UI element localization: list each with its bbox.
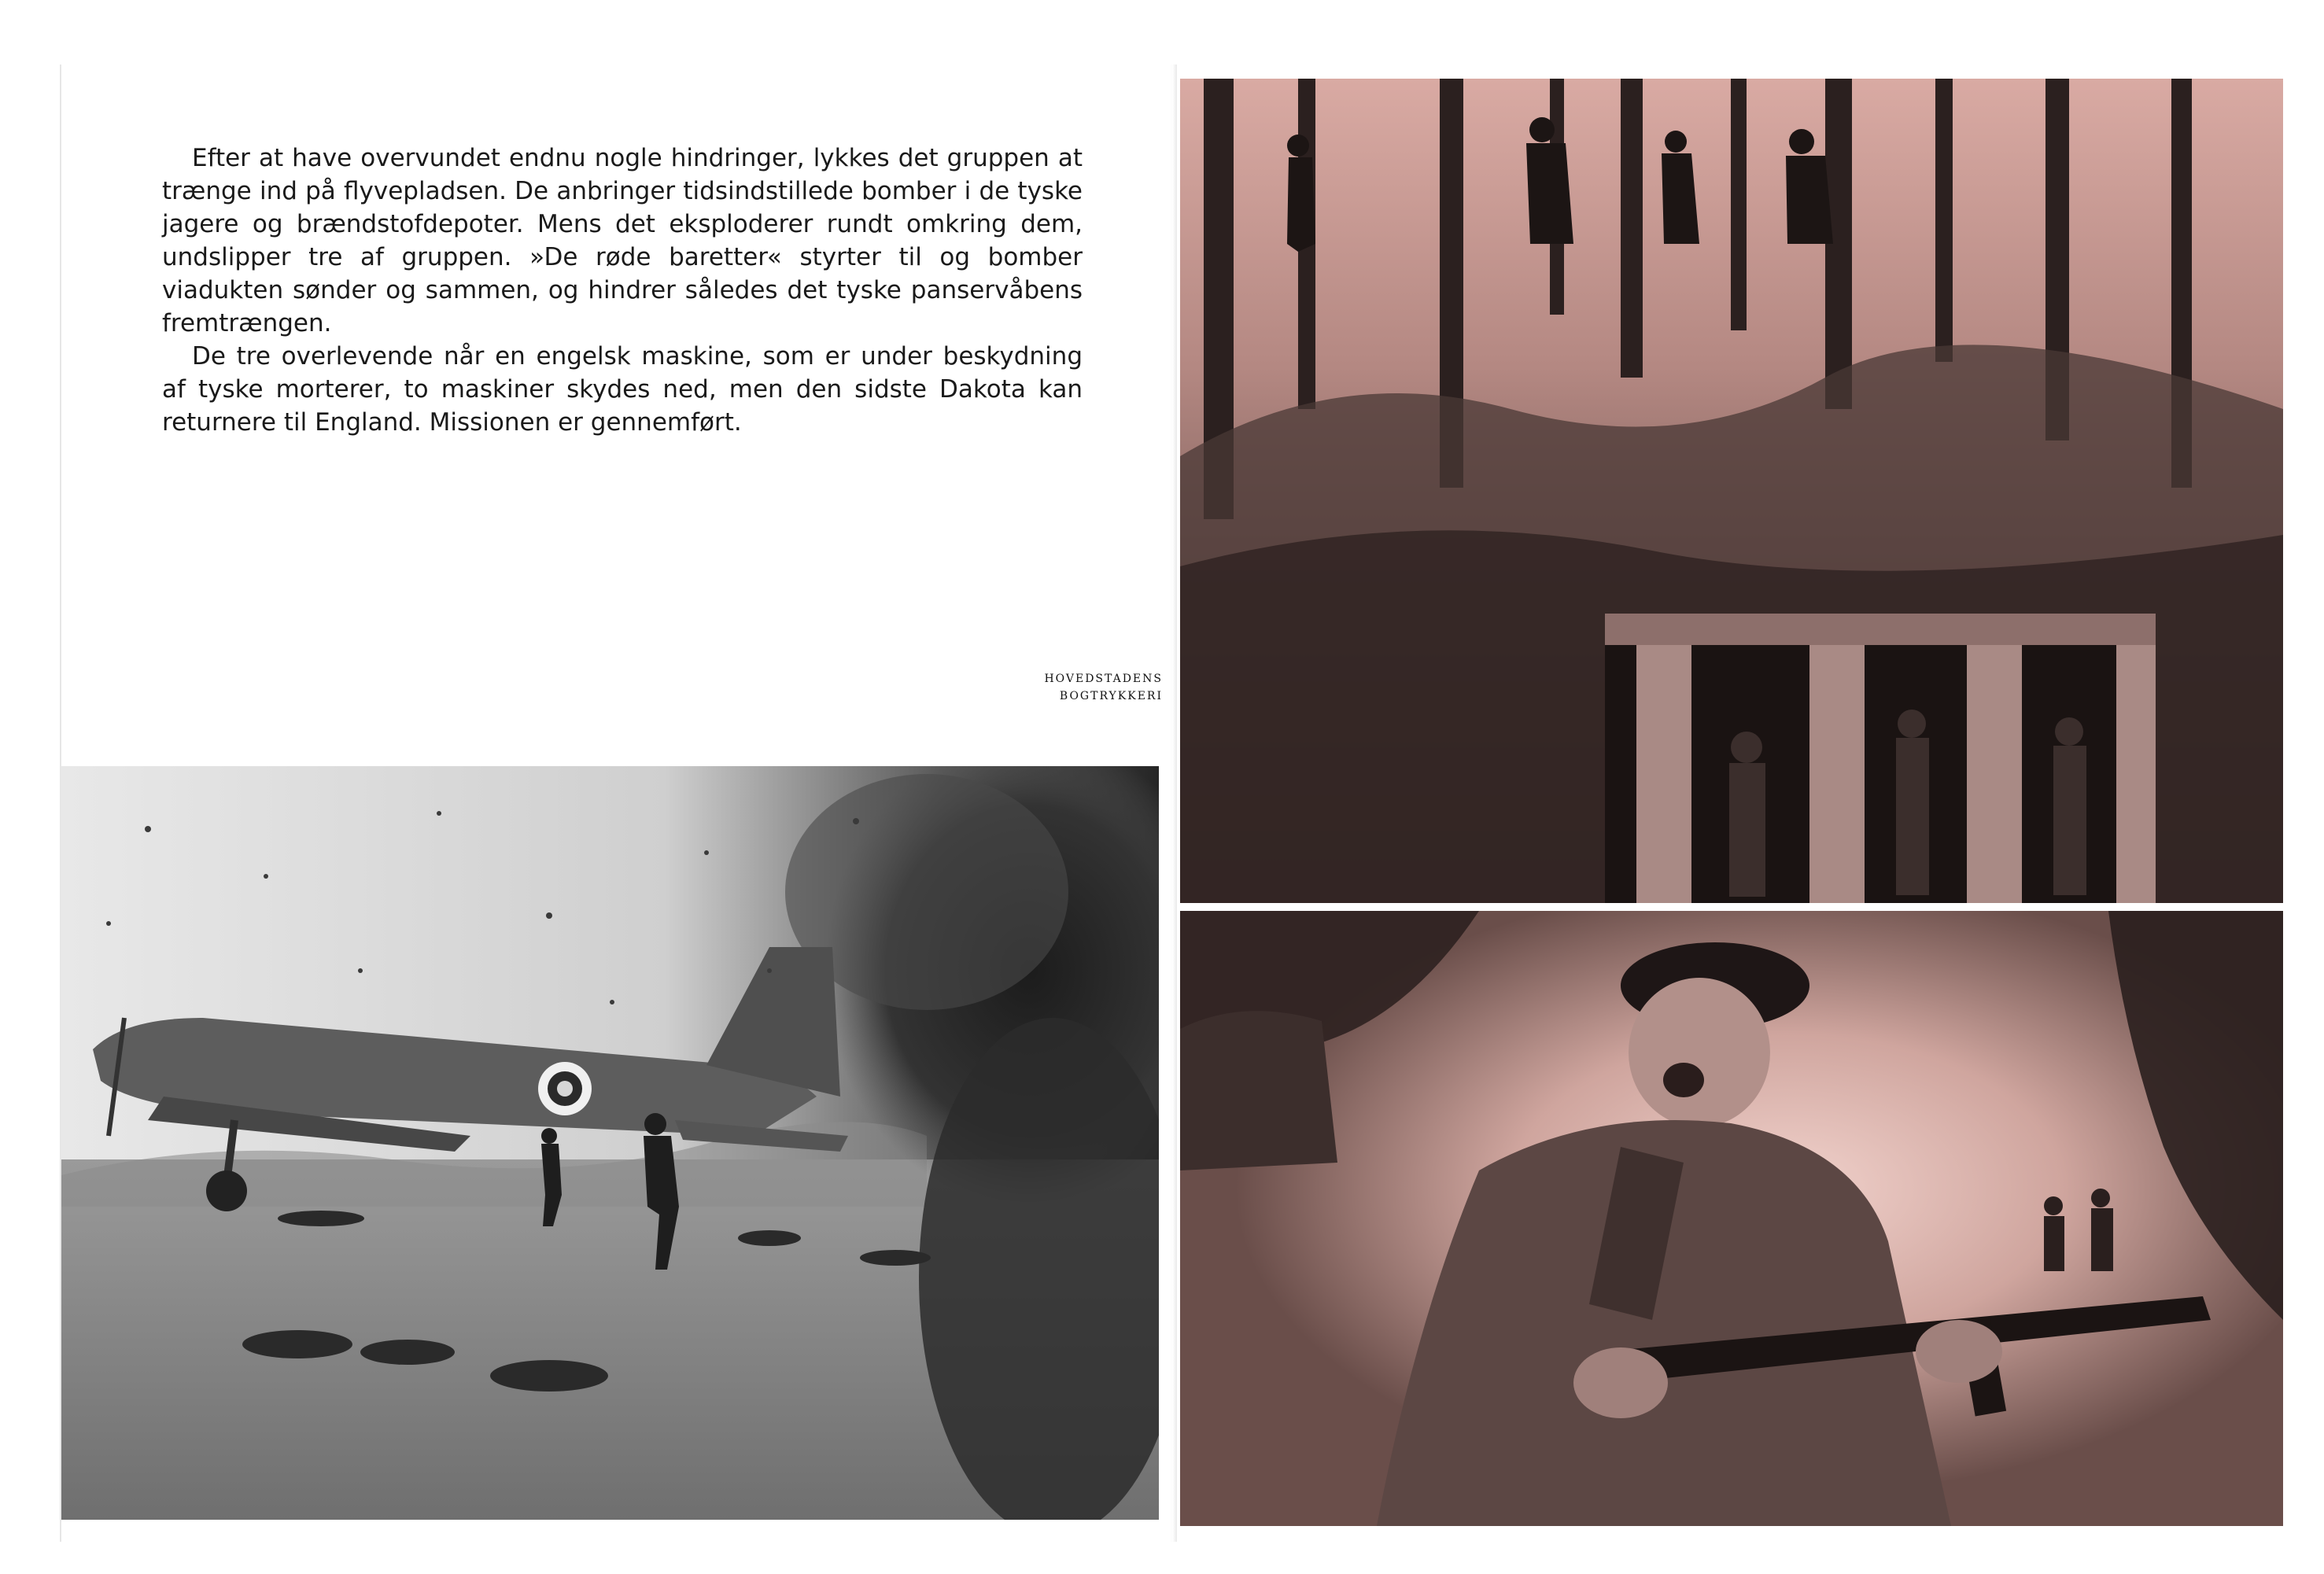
dakota-airfield-illustration (61, 766, 1159, 1520)
soldier-charging-illustration (1180, 911, 2283, 1526)
photo-dakota-airfield (61, 766, 1159, 1520)
printer-imprint (998, 670, 1163, 705)
article-paragraph-1: Efter at have overvundet endnu nogle hindringer, lykkes det gruppen at trænge ind på flyvepladsen. De anbringer tidsindstillede bomber i de tyske jagere og brændstofdepoter. Mens det eksploderer rundt omkring dem, undslipper tre af gruppen. »De røde baretter« styrter til og bomber viadukten sønder og sammen, og hindrer således det tyske panservåbens fremtrængen. (162, 144, 1083, 337)
article-text (162, 142, 1083, 439)
article-paragraph-2: De tre overlevende når en engelsk maskine, som er under beskydning af tyske morterer, to maskiner skydes ned, men den sidste Dakota kan returnere til England. Missionen er gennemført. (162, 342, 1083, 437)
imprint-line-2: BOGTRYKKERI (1059, 690, 1163, 702)
photo-forest-bunker (1180, 79, 2283, 903)
right-page (1177, 76, 2289, 1526)
left-page (61, 65, 1171, 1542)
photo-soldier-charging (1180, 911, 2283, 1526)
forest-bunker-illustration (1180, 79, 2283, 903)
imprint-line-1: HOVEDSTADENS (1044, 673, 1163, 685)
